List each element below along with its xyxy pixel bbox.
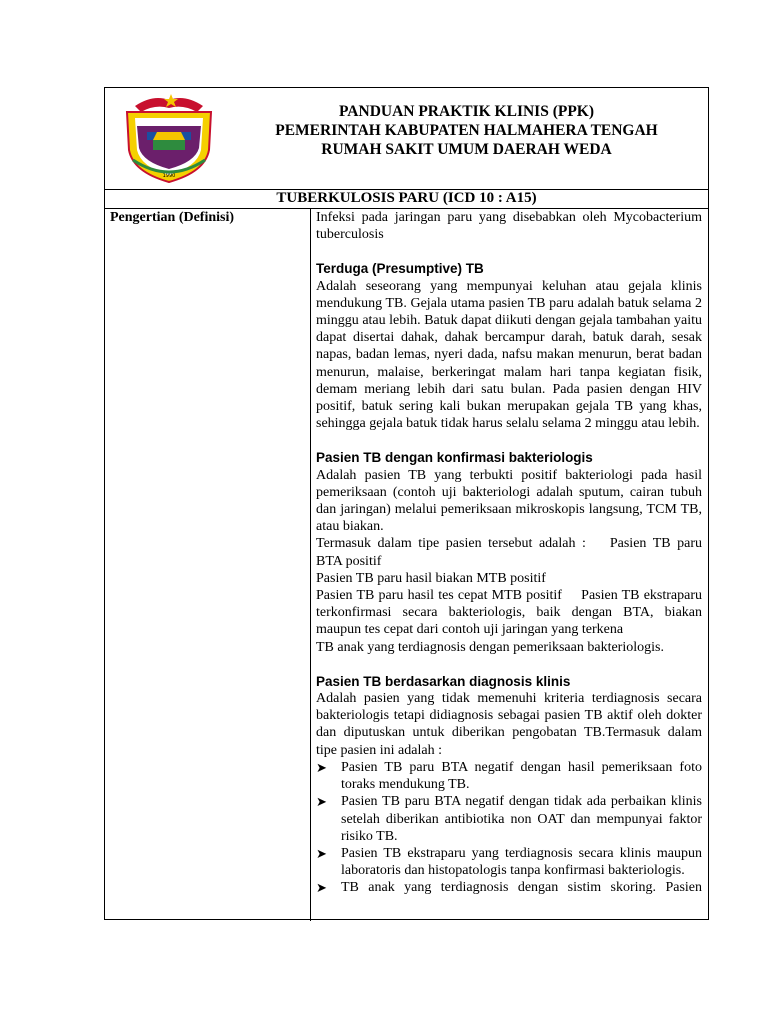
list-item (316, 759, 702, 793)
header-line-1: PANDUAN PRAKTIK KLINIS (PPK) (338, 103, 595, 120)
header-title-block (225, 102, 708, 159)
header-line-3: RUMAH SAKIT UMUM DAERAH WEDA (321, 141, 612, 158)
paragraph-konfirmasi-c: Pasien TB paru hasil biakan MTB positif (316, 570, 546, 586)
kabupaten-crest-logo (113, 92, 225, 184)
header-line-2: PEMERINTAH KABUPATEN HALMAHERA TENGAH (275, 122, 658, 139)
bullet-text: Pasien TB ekstraparu yang terdiagnosis secara klinis maupun laboratoris dan histopatologis tanpa konfirmasi bakteriologis. (341, 845, 702, 879)
bullet-text: TB anak yang terdiagnosis dengan sistim skoring. Pasien (341, 880, 702, 896)
column-divider (310, 208, 311, 921)
paragraph-terduga: Adalah seseorang yang mempunyai keluhan atau gejala klinis mendukung TB. Gejala utama pasien TB paru adalah batuk selama 2 minggu atau lebih. Batuk dapat diikuti dengan gejala tambahan yaitu dapat disertai dahak, dahak bercampur darah, batuk darah, sesak napas, badan lemas, nyeri dada, nafsu makan menurun, berat badan menurun, malaise, berkeringat malam hari tanpa kegiatan fisik, demam meriang lebih dari satu bulan. Pada pasien dengan HIV positif, batuk sering kali bukan merupakan gejala TB yang khas, sehingga gejala batuk tidak harus selalu selama 2 minggu atau lebih. (316, 278, 702, 432)
svg-text:1990: 1990 (162, 173, 176, 179)
document-header (105, 88, 708, 190)
paragraph-klinis: Adalah pasien yang tidak memenuhi kriteria terdiagnosis secara bakteriologis tetapi didiagnosis sebagai pasien TB aktif oleh dokter dan diputuskan untuk diberikan pengobatan TB.Termasuk dalam tipe pasien ini adalah : (316, 691, 702, 758)
list-item (316, 845, 702, 879)
document-title: TUBERKULOSIS PARU (ICD 10 : A15) (105, 189, 708, 209)
bullet-text: Pasien TB paru BTA negatif dengan hasil pemeriksaan foto toraks mendukung TB. (341, 759, 702, 793)
paragraph-konfirmasi-a: Adalah pasien TB yang terbukti positif bakteriologi pada hasil pemeriksaan (contoh uji bakteriologi adalah sputum, cairan tubuh dan jaringan) melalui pemeriksaan mikroskopis langsung, TCM TB, atau biakan. (316, 467, 702, 535)
arrow-bullet-icon: ➤ (316, 845, 327, 861)
heading-klinis: Pasien TB berdasarkan diagnosis klinis (316, 673, 571, 689)
section-label: Pengertian (Definisi) (110, 210, 235, 225)
list-item (316, 793, 702, 845)
intro-paragraph: Infeksi pada jaringan paru yang disebabkan oleh Mycobacterium tuberculosis (316, 210, 702, 243)
paragraph-konfirmasi-b: Termasuk dalam tipe pasien tersebut adalah : Pasien TB paru BTA positif (316, 536, 702, 569)
arrow-bullet-icon: ➤ (316, 880, 327, 896)
arrow-bullet-icon: ➤ (316, 759, 327, 775)
ppk-document (104, 87, 709, 920)
list-item (316, 879, 702, 896)
paragraph-konfirmasi-d: Pasien TB paru hasil tes cepat MTB positif Pasien TB ekstraparu terkonfirmasi secara bakteriologis, baik dengan BTA, biakan maupun tes cepat dari contoh uji jaringan yang terkena (316, 588, 702, 638)
section-content (316, 209, 702, 897)
paragraph-konfirmasi-e: TB anak yang terdiagnosis dengan pemeriksaan bakteriologis. (316, 639, 664, 655)
arrow-bullet-icon: ➤ (316, 794, 327, 810)
heading-terduga: Terduga (Presumptive) TB (316, 261, 484, 277)
bullet-text: Pasien TB paru BTA negatif dengan tidak ada perbaikan klinis setelah diberikan antibiotika non OAT dan mempunyai faktor risiko TB. (341, 794, 702, 844)
heading-konfirmasi: Pasien TB dengan konfirmasi bakteriologis (316, 450, 593, 466)
